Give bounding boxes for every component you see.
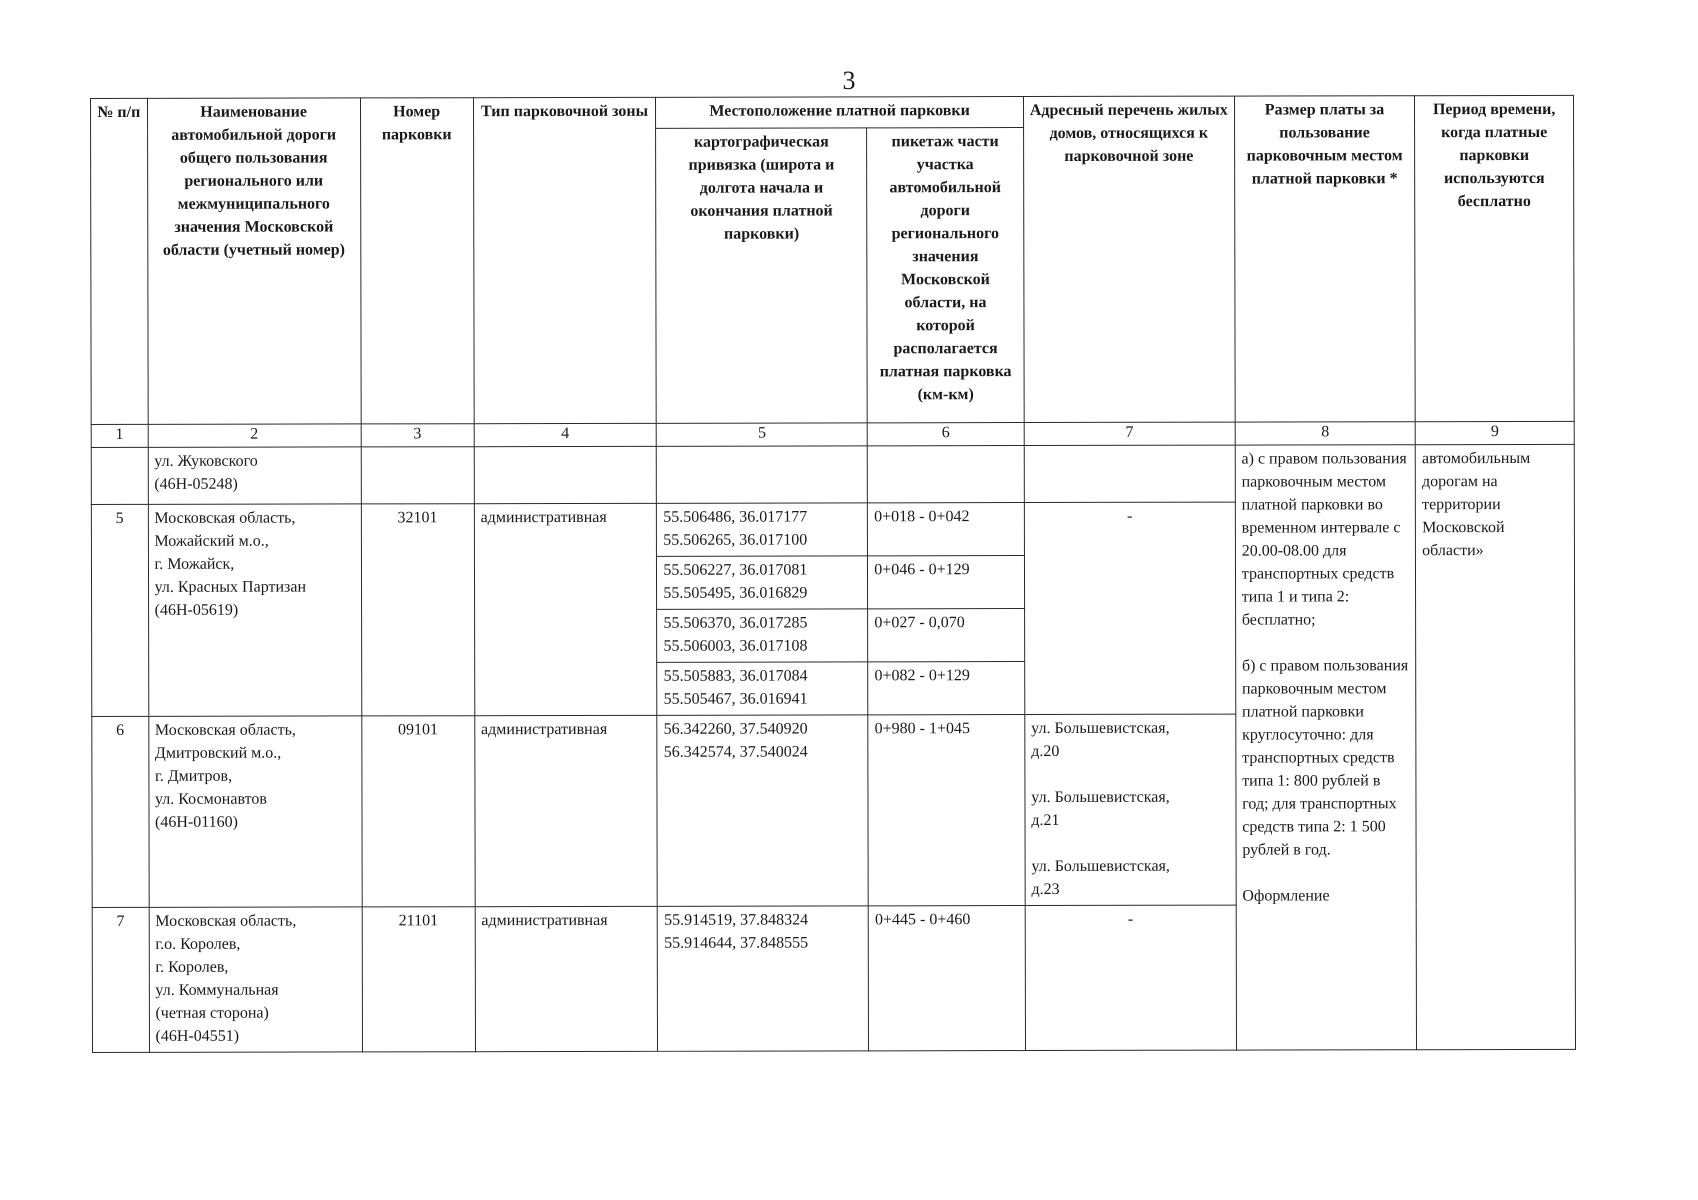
- column-number: 2: [148, 424, 361, 447]
- cell-road: Московская область, г.о. Королев, г. Королев, ул. Коммунальная (четная сторона) (46Н-04551): [149, 907, 362, 1052]
- column-number: 7: [1024, 422, 1235, 445]
- cell-parking-number: 32101: [361, 504, 475, 716]
- cell-addresses: -: [1024, 502, 1235, 714]
- column-number: 4: [474, 423, 657, 446]
- cell-coords: 55.914519, 37.848324 55.914644, 37.848555: [658, 906, 869, 1051]
- header-cartographic: картографическая привязка (широта и долгота начала и окончания платной парковки): [656, 128, 868, 423]
- header-free-period: Период времени, когда платные парковки используются бесплатно: [1415, 95, 1574, 421]
- header-location-group: Местоположение платной парковки: [656, 97, 1024, 129]
- cell-coords: 55.506370, 36.017285 55.506003, 36.017108: [657, 609, 868, 662]
- column-number: 3: [361, 424, 474, 447]
- cell-zone-type: административная: [474, 715, 657, 906]
- cell-zone-type: [474, 446, 657, 503]
- header-zone-type: Тип парковочной зоны: [473, 97, 656, 423]
- cell-coords: [657, 446, 868, 503]
- column-number: 5: [657, 423, 868, 446]
- header-road-name: Наименование автомобильной дороги общего пользования регионального или межмуниципального значения Московской области (учетный номер): [147, 98, 361, 424]
- cell-coords: 55.505883, 36.017084 55.505467, 36.016941: [657, 662, 868, 715]
- table-row: [91, 444, 1574, 504]
- column-number: 9: [1415, 421, 1574, 444]
- page-number: 3: [842, 66, 856, 95]
- cell-coords: 56.342260, 37.540920 56.342574, 37.540024: [657, 715, 868, 906]
- cell-picket: 0+046 - 0+129: [868, 556, 1025, 609]
- cell-addresses: -: [1025, 905, 1236, 1050]
- column-number: 1: [91, 424, 148, 447]
- header-parking-number: Номер парковки: [360, 98, 474, 424]
- cell-picket: [867, 446, 1024, 503]
- cell-parking-number: 21101: [362, 907, 475, 1052]
- cell-zone-type: административная: [474, 503, 657, 715]
- cell-parking-number: 09101: [361, 716, 474, 907]
- cell-road: Московская область, Дмитровский м.о., г. Дмитров, ул. Космонавтов (46Н-01160): [148, 716, 361, 907]
- cell-coords: 55.506227, 36.017081 55.505495, 36.016829: [657, 556, 868, 609]
- cell-num: 7: [92, 907, 149, 1052]
- cell-addresses: [1024, 445, 1235, 502]
- cell-zone-type: административная: [475, 906, 658, 1051]
- header-picket: пикетаж части участка автомобильной дороги регионального значения Московской области, на которой располагается платная парковка (км-км): [867, 128, 1024, 423]
- column-number: 8: [1235, 422, 1416, 445]
- cell-picket: 0+018 - 0+042: [868, 503, 1025, 556]
- cell-fee: а) с правом пользования парковочным местом платной парковки во временном интервале с 20.00-08.00 для транспортных средств типа 1 и типа 2: бесплатно; б) с правом пользования парковочным местом платной парковки круглосуточно: для транспортных средств типа 1: 800 рублей в год; для транспортных средств типа 2: 1 500 рублей в год. Оформление: [1235, 445, 1417, 1050]
- cell-picket: 0+027 - 0,070: [868, 609, 1025, 662]
- cell-num: [91, 447, 148, 504]
- column-number: 6: [867, 423, 1024, 446]
- column-numbers-row: [91, 421, 1574, 447]
- cell-picket: 0+445 - 0+460: [868, 906, 1025, 1051]
- cell-picket: 0+082 - 0+129: [868, 662, 1025, 715]
- cell-coords: 55.506486, 36.017177 55.506265, 36.017100: [657, 503, 868, 556]
- header-addresses: Адресный перечень жилых домов, относящихся к парковочной зоне: [1023, 96, 1235, 422]
- header-num: № п/п: [91, 98, 148, 424]
- header-row: [91, 95, 1574, 129]
- cell-free-period: автомобильным дорогам на территории Московской области»: [1415, 444, 1575, 1049]
- cell-road: Московская область, Можайский м.о., г. Можайск, ул. Красных Партизан (46Н-05619): [148, 504, 362, 716]
- cell-num: 6: [92, 716, 149, 907]
- cell-num: 5: [91, 504, 148, 716]
- header-fee: Размер платы за пользование парковочным местом платной парковки *: [1234, 96, 1415, 422]
- cell-road: ул. Жуковского (46Н-05248): [148, 447, 361, 504]
- cell-parking-number: [361, 447, 474, 504]
- cell-addresses: ул. Большевистская, д.20 ул. Большевистская, д.21 ул. Большевистская, д.23: [1025, 714, 1236, 905]
- cell-picket: 0+980 - 1+045: [868, 715, 1025, 906]
- parking-table: [90, 95, 1576, 1053]
